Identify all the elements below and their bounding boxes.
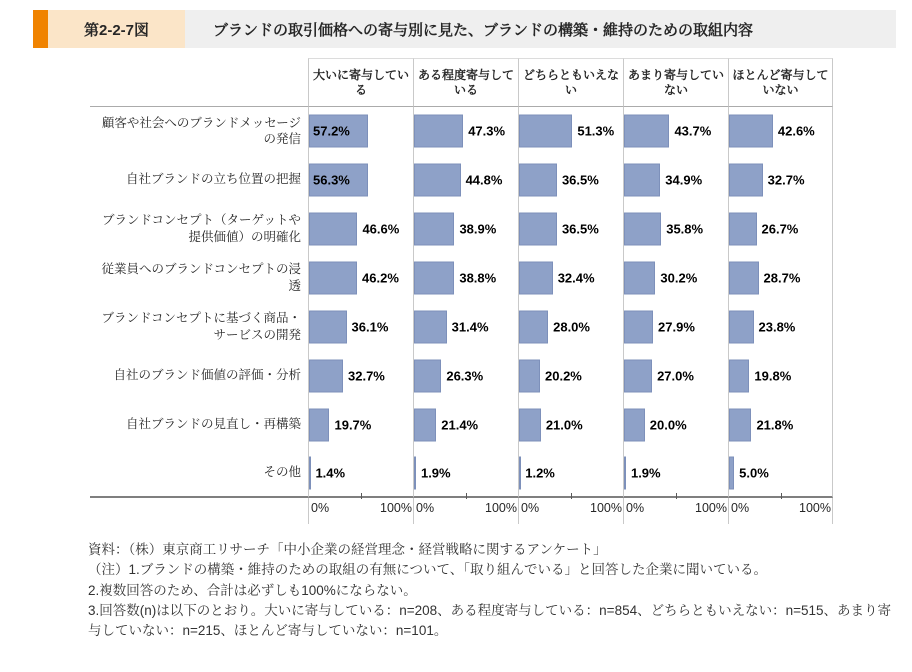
bar-cell — [308, 449, 413, 498]
bar-value-label: 28.0% — [553, 319, 590, 334]
axis-min-label: 0% — [311, 501, 330, 515]
bar — [729, 261, 759, 294]
accent-bar — [33, 10, 48, 48]
axis-max-label: 100% — [380, 501, 412, 515]
bar — [519, 359, 540, 392]
bar-cell — [623, 106, 728, 155]
column-header: ある程度寄与している — [413, 58, 518, 106]
bar-cell — [623, 302, 728, 351]
bar-value-label: 56.3% — [313, 172, 350, 187]
axis-cell — [728, 498, 833, 524]
row-label: ブランドコンセプト（ターゲットや提供価値）の明確化 — [101, 213, 301, 244]
bar-value-label: 36.5% — [561, 221, 599, 236]
bar — [624, 310, 653, 343]
bar — [729, 359, 749, 392]
bar-value-label: 34.9% — [665, 172, 703, 187]
bar-value-label: 19.7% — [334, 417, 372, 432]
bar — [309, 456, 311, 489]
bar-cell — [413, 106, 518, 155]
bar-value-label: 26.3% — [446, 368, 484, 383]
bar-cell — [518, 106, 623, 155]
bar-cell — [518, 253, 623, 302]
bar-cell — [518, 351, 623, 400]
bar-value-label: 51.3% — [577, 123, 615, 139]
column-header: ほとんど寄与していない — [728, 58, 833, 106]
bar-value-label: 35.8% — [666, 221, 704, 236]
bar-value-label: 20.2% — [545, 368, 582, 383]
bar — [624, 408, 645, 441]
bar-value-label: 27.9% — [658, 319, 695, 334]
axis-max-label: 100% — [485, 501, 517, 515]
column-header: どちらともいえない — [518, 58, 623, 106]
row-label: 従業員へのブランドコンセプトの浸透 — [101, 262, 301, 293]
bar — [414, 261, 454, 294]
bar-value-label: 38.8% — [459, 270, 497, 285]
bar-cell — [728, 351, 833, 400]
bar-cell — [308, 400, 413, 449]
bar-value-label: 5.0% — [739, 465, 769, 480]
bar — [729, 310, 754, 343]
bar-cell — [623, 253, 728, 302]
axis-cell — [518, 498, 623, 524]
bar — [624, 456, 626, 489]
bar-cell — [413, 351, 518, 400]
chart-area — [90, 58, 912, 524]
note-line-3: 3.回答数(n)は以下のとおり。大いに寄与している：n=208、ある程度寄与している：n=854、どちらともいえない：n=515、あまり寄与していない：n=215、ほとんど寄与していない：n=101。 — [88, 602, 892, 638]
figure-number-label: 第2-2-7図 — [48, 10, 185, 48]
bar — [414, 456, 416, 489]
bar-value-label: 1.9% — [420, 465, 451, 480]
bar-cell — [308, 253, 413, 302]
bar-value-label: 46.6% — [362, 221, 400, 236]
bar — [309, 261, 357, 294]
row-label: 自社ブランドの立ち位置の把握 — [125, 172, 301, 187]
bar-cell — [728, 449, 833, 498]
bar-value-label: 44.8% — [465, 172, 503, 187]
axis-tick — [466, 493, 467, 499]
bar-cell — [728, 302, 833, 351]
bar-cell — [728, 204, 833, 253]
axis-min-label: 0% — [416, 501, 435, 515]
bar-cell — [413, 204, 518, 253]
bar-value-label: 57.2% — [313, 123, 350, 139]
bar-cell — [728, 253, 833, 302]
axis-max-label: 100% — [695, 501, 727, 515]
axis-cell — [623, 498, 728, 524]
bar-cell — [413, 302, 518, 351]
bar — [519, 163, 557, 196]
bar-cell — [518, 400, 623, 449]
column-header: 大いに寄与している — [308, 58, 413, 106]
bar-value-label: 36.5% — [561, 172, 599, 187]
axis-cell — [308, 498, 413, 524]
bar-cell — [518, 155, 623, 204]
bar-value-label: 27.0% — [657, 368, 694, 383]
bar — [309, 310, 347, 343]
bar — [414, 408, 436, 441]
row-label: 自社のブランド価値の評価・分析 — [113, 368, 301, 383]
bar — [414, 115, 463, 148]
bar-cell — [308, 106, 413, 155]
bar-cell — [728, 106, 833, 155]
bar-value-label: 32.4% — [557, 270, 595, 285]
bar-cell — [308, 204, 413, 253]
bar — [624, 359, 652, 392]
bar — [729, 115, 773, 148]
bar-value-label: 43.7% — [674, 123, 712, 139]
source-note: 資料：（株）東京商工リサーチ「中小企業の経営理念・経営戦略に関するアンケート」 — [88, 542, 607, 557]
row-label: 顧客や社会へのブランドメッセージの発信 — [90, 106, 308, 155]
bar — [624, 115, 669, 148]
bar-cell — [308, 155, 413, 204]
notes-section — [88, 540, 894, 641]
bar-cell — [518, 302, 623, 351]
bar-value-label: 32.7% — [348, 368, 385, 383]
bar-value-label: 31.4% — [451, 319, 489, 334]
bar-cell — [518, 204, 623, 253]
bar-value-label: 21.8% — [756, 417, 794, 432]
bar-cell — [623, 400, 728, 449]
bar-value-label: 30.2% — [660, 270, 698, 285]
bar — [624, 163, 660, 196]
bar-value-label: 26.7% — [761, 221, 799, 236]
axis-tick — [571, 493, 572, 499]
axis-max-label: 100% — [590, 501, 622, 515]
bar-cell — [728, 400, 833, 449]
bar — [519, 261, 553, 294]
axis-min-label: 0% — [521, 501, 540, 515]
axis-cell — [413, 498, 518, 524]
bar-cell — [623, 155, 728, 204]
axis-corner — [90, 498, 308, 524]
bar — [309, 212, 357, 245]
bar-cell — [623, 449, 728, 498]
bar-value-label: 20.0% — [649, 417, 687, 432]
bar-cell — [623, 204, 728, 253]
bar-value-label: 38.9% — [459, 221, 497, 236]
bar-value-label: 23.8% — [758, 319, 796, 334]
bar — [729, 408, 751, 441]
bar-cell — [413, 400, 518, 449]
bar-value-label: 36.1% — [351, 319, 389, 334]
row-label: 自社ブランドの見直し・再構築 — [125, 417, 301, 432]
axis-tick — [781, 493, 782, 499]
bar — [519, 456, 521, 489]
bar — [519, 310, 548, 343]
bar-cell — [308, 351, 413, 400]
bar-value-label: 1.4% — [315, 465, 346, 480]
bar-value-label: 21.0% — [545, 417, 583, 432]
bar — [624, 212, 661, 245]
bar — [309, 359, 343, 392]
bar-value-label: 32.7% — [767, 172, 805, 187]
figure-title: ブランドの取引価格への寄与別に見た、ブランドの構築・維持のための取組内容 — [185, 10, 896, 48]
bar-value-label: 1.2% — [525, 465, 555, 480]
bar-cell — [413, 253, 518, 302]
bar-cell — [308, 302, 413, 351]
axis-min-label: 0% — [626, 501, 645, 515]
bar — [729, 163, 763, 196]
bar — [309, 408, 329, 441]
bar — [729, 212, 757, 245]
bar — [519, 408, 541, 441]
bar-cell — [623, 351, 728, 400]
column-header: あまり寄与していない — [623, 58, 728, 106]
bar-value-label: 19.8% — [754, 368, 792, 383]
note-line-1: （注）1.ブランドの構築・維持のための取組の有無について、「取り組んでいる」と回答した企業に聞いている。 — [88, 562, 767, 578]
axis-min-label: 0% — [731, 501, 750, 515]
figure-header — [33, 10, 896, 48]
note-line-2: 2.複数回答のため、合計は必ずしも100%にならない。 — [88, 582, 417, 598]
chart-grid — [90, 58, 912, 524]
bar — [414, 163, 461, 196]
row-label: ブランドコンセプトに基づく商品・サービスの開発 — [101, 311, 301, 342]
bar-value-label: 21.4% — [441, 417, 479, 432]
chart-corner — [90, 58, 308, 106]
bar-value-label: 1.9% — [630, 465, 661, 480]
bar-value-label: 42.6% — [777, 123, 815, 139]
bar — [519, 212, 557, 245]
bar-cell — [728, 155, 833, 204]
axis-tick — [676, 493, 677, 499]
bar-cell — [413, 449, 518, 498]
axis-max-label: 100% — [799, 501, 831, 515]
bar-value-label: 46.2% — [362, 270, 399, 285]
bar — [624, 261, 655, 294]
bar-cell — [518, 449, 623, 498]
bar — [414, 212, 454, 245]
bar — [729, 456, 734, 489]
axis-tick — [361, 493, 362, 499]
row-label: その他 — [90, 449, 308, 498]
bar-value-label: 28.7% — [763, 270, 801, 285]
bar — [519, 115, 572, 148]
bar-cell — [413, 155, 518, 204]
bar-value-label: 47.3% — [468, 123, 506, 139]
bar — [414, 359, 441, 392]
bar — [414, 310, 447, 343]
